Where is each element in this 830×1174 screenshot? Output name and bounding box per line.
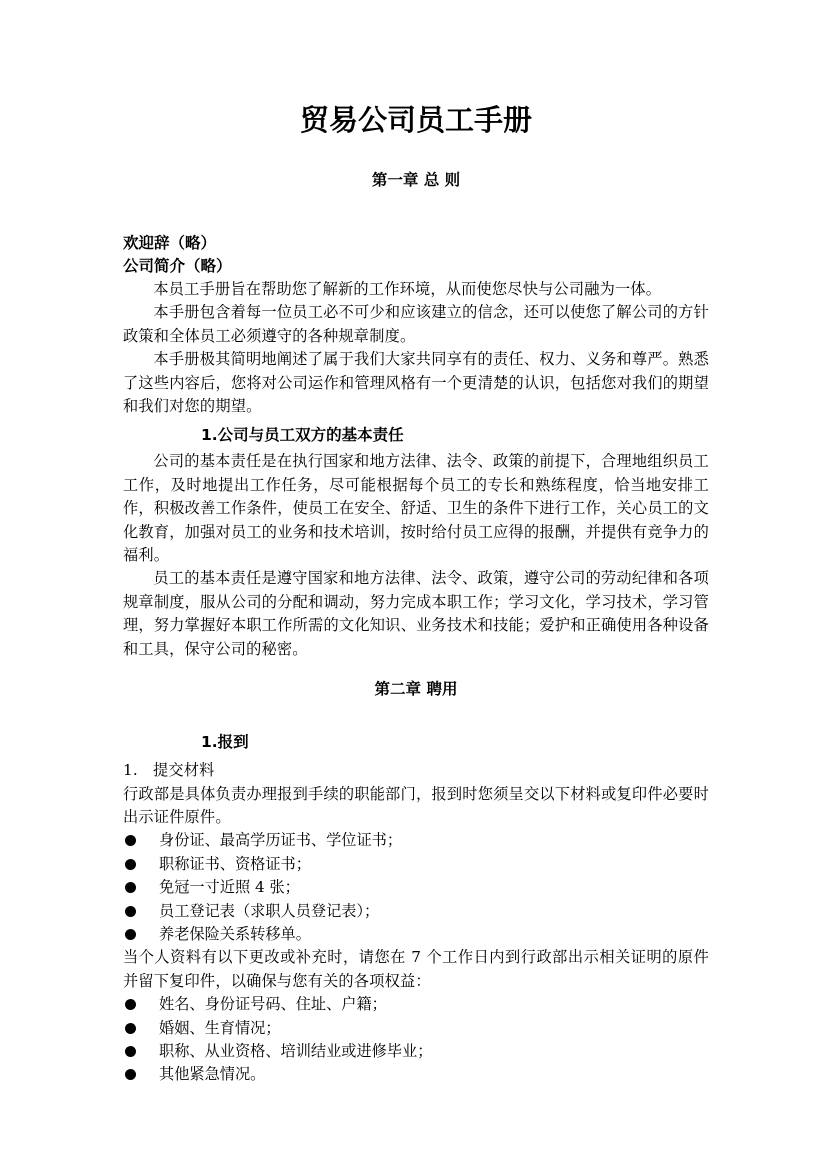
bullet-icon [125, 1023, 136, 1034]
materials-list [123, 829, 709, 946]
intro-paragraph: 本手册包含着每一位员工必不可少和应该建立的信念，还可以使您了解公司的方针政策和全体员工必须遵守的各种规章制度。 [123, 303, 709, 345]
bullet-icon [125, 835, 136, 846]
list-item [123, 900, 709, 923]
list-item [123, 1040, 709, 1063]
changes-list [123, 993, 709, 1087]
list-item [123, 853, 709, 876]
list-item-text: 职称证书、资格证书； [159, 854, 311, 873]
list-item [123, 1063, 709, 1086]
responsibility-paragraph: 员工的基本责任是遵守国家和地方法律、法令、政策，遵守公司的劳动纪律和各项规章制度，服从公司的分配和调动，努力完成本职工作；学习文化，学习技术，学习管理，努力掌握好本职工作所需的文化知识、业务技术和技能；爱护和正确使用各种设备和工具，保守公司的秘密。 [123, 569, 709, 658]
intro-paragraph: 本手册极其简明地阐述了属于我们大家共同享有的责任、权力、义务和尊严。熟悉了这些内容后，您将对公司运作和管理风格有一个更清楚的认识，包括您对我们的期望和我们对您的期望。 [123, 350, 709, 416]
list-item-text: 婚姻、生育情况； [159, 1018, 281, 1037]
list-item-text: 其他紧急情况。 [159, 1065, 266, 1084]
welcome-line: 欢迎辞（略） [123, 234, 217, 252]
list-item-text: 免冠一寸近照 4 张； [159, 878, 300, 897]
section-heading-report: 1.报到 [201, 733, 249, 752]
changes-intro: 当个人资料有以下更改或补充时，请您在 7 个工作日内到行政部出示相关证明的原件并留下复印件，以确保与您有关的各项权益： [123, 948, 709, 990]
list-item [123, 876, 709, 899]
intro-paragraph: 本员工手册旨在帮助您了解新的工作环境，从而使您尽快与公司融为一体。 [153, 280, 662, 298]
list-item [123, 923, 709, 946]
list-item-text: 养老保险关系转移单。 [159, 924, 311, 943]
responsibility-paragraph: 公司的基本责任是在执行国家和地方法律、法令、政策的前提下，合理地组织员工工作，及时地提出工作任务，尽可能根据每个员工的专长和熟练程度，恰当地安排工作，积极改善工作条件，使员工在安全、舒适、卫生的条件下进行工作，关心员工的文化教育，加强对员工的业务和技术培训，按时给付员工应得的报酬，并提供有竞争力的福利。 [123, 452, 709, 565]
materials-intro: 行政部是具体负责办理报到手续的职能部门，报到时您须呈交以下材料或复印件必要时出示证件原件。 [123, 784, 709, 826]
bullet-icon [125, 906, 136, 917]
document-page [123, 100, 709, 1087]
bullet-icon [125, 1046, 136, 1057]
bullet-icon [125, 859, 136, 870]
list-item-text: 身份证、最高学历证书、学位证书； [159, 831, 402, 850]
list-item-text: 姓名、身份证号码、住址、户籍； [159, 995, 387, 1014]
list-item [123, 1017, 709, 1040]
subheading-submit-materials: 1. 提交材料 [123, 761, 215, 780]
bullet-icon [125, 882, 136, 893]
chapter1-heading: 第一章 总 则 [371, 171, 461, 189]
list-item-text: 职称、从业资格、培训结业或进修毕业； [159, 1041, 433, 1060]
list-item [123, 829, 709, 852]
section-heading-responsibilities: 1.公司与员工双方的基本责任 [201, 426, 404, 445]
list-item-text: 员工登记表（求职人员登记表）； [159, 901, 380, 920]
bullet-icon [125, 929, 136, 940]
list-item [123, 993, 709, 1016]
bullet-icon [125, 999, 136, 1010]
bullet-icon [125, 1069, 136, 1080]
chapter2-heading: 第二章 聘用 [374, 680, 458, 699]
company-profile-line: 公司简介（略） [123, 257, 232, 275]
document-title: 贸易公司员工手册 [299, 103, 532, 137]
